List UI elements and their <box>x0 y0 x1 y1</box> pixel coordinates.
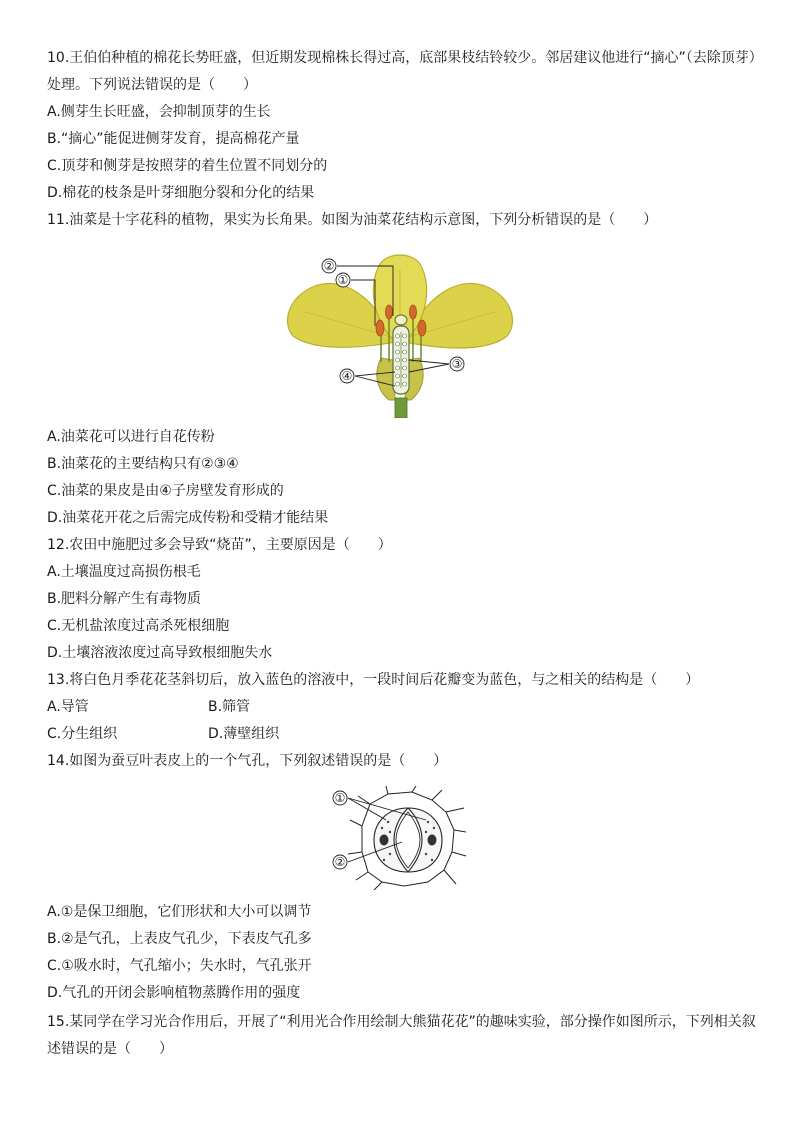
q10-stem-line2: 处理。下列说法错误的是（ ） <box>47 77 257 93</box>
q11-option-b: B.油菜花的主要结构只有②③④ <box>47 456 239 472</box>
flower-label-1: ① <box>337 273 349 287</box>
q12-option-b: B.肥料分解产生有毒物质 <box>47 591 202 607</box>
q13-option-a: A.导管 <box>47 699 89 715</box>
q10-option-a: A.侧芽生长旺盛，会抑制顶芽的生长 <box>47 104 271 120</box>
q10-stem-line1: 10.王伯伯种植的棉花长势旺盛，但近期发现棉株长得过高，底部果枝结铃较少。邻居建议他进行“摘心”（去除顶芽） <box>47 50 763 66</box>
q10-option-b: B.“摘心”能促进侧芽发育，提高棉花产量 <box>47 131 300 147</box>
q12-option-c: C.无机盐浓度过高杀死根细胞 <box>47 618 230 634</box>
q13-option-d: D.薄壁组织 <box>208 726 280 742</box>
q15-stem-line1: 15.某同学在学习光合作用后，开展了“利用光合作用绘制大熊猫花花”的趣味实验，部分操作如图所示，下列相关叙 <box>47 1014 756 1030</box>
sepal-left <box>377 358 395 400</box>
anther-right <box>418 320 426 336</box>
q11-option-a: A.油菜花可以进行自花传粉 <box>47 429 215 445</box>
q10-option-d: D.棉花的枝条是叶芽细胞分裂和分化的结果 <box>47 185 315 201</box>
q14-option-a: A.①是保卫细胞，它们形状和大小可以调节 <box>47 904 312 920</box>
q11-option-c: C.油菜的果皮是由④子房壁发育形成的 <box>47 483 284 499</box>
q12-stem: 12.农田中施肥过多会导致“烧苗”，主要原因是（ ） <box>47 537 392 553</box>
q13-option-b: B.筛管 <box>208 699 251 715</box>
flower-stem <box>395 398 407 418</box>
q11-option-d: D.油菜花开花之后需完成传粉和受精才能结果 <box>47 510 329 526</box>
q14-option-d: D.气孔的开闭会影响植物蒸腾作用的强度 <box>47 985 301 1001</box>
stomata-diagram <box>328 786 468 890</box>
flower-label-3: ③ <box>451 357 463 371</box>
q11-stem: 11.油菜是十字花科的植物，果实为长角果。如图为油菜花结构示意图，下列分析错误的是（ ） <box>47 212 658 228</box>
stomata-label-1: ① <box>334 791 346 805</box>
q14-option-b: B.②是气孔，上表皮气孔少，下表皮气孔多 <box>47 931 312 947</box>
q12-option-d: D.土壤溶液浓度过高导致根细胞失水 <box>47 645 273 661</box>
q15-stem-line2: 述错误的是（ ） <box>47 1041 173 1057</box>
q13-option-c: C.分生组织 <box>47 726 118 742</box>
stomata-label-2: ② <box>334 855 346 869</box>
rapeseed-flower-diagram <box>285 250 515 418</box>
q10-option-c: C.顶芽和侧芽是按照芽的着生位置不同划分的 <box>47 158 328 174</box>
flower-label-4: ④ <box>341 369 353 383</box>
stigma <box>395 315 407 325</box>
flower-label-2: ② <box>323 259 335 273</box>
q12-option-a: A.土壤温度过高损伤根毛 <box>47 564 201 580</box>
anther-left <box>376 320 384 336</box>
q13-stem: 13.将白色月季花花茎斜切后，放入蓝色的溶液中，一段时间后花瓣变为蓝色，与之相关的结构是（ ） <box>47 672 700 688</box>
q14-option-c: C.①吸水时，气孔缩小；失水时，气孔张开 <box>47 958 312 974</box>
q14-stem: 14.如图为蚕豆叶表皮上的一个气孔，下列叙述错误的是（ ） <box>47 753 448 769</box>
